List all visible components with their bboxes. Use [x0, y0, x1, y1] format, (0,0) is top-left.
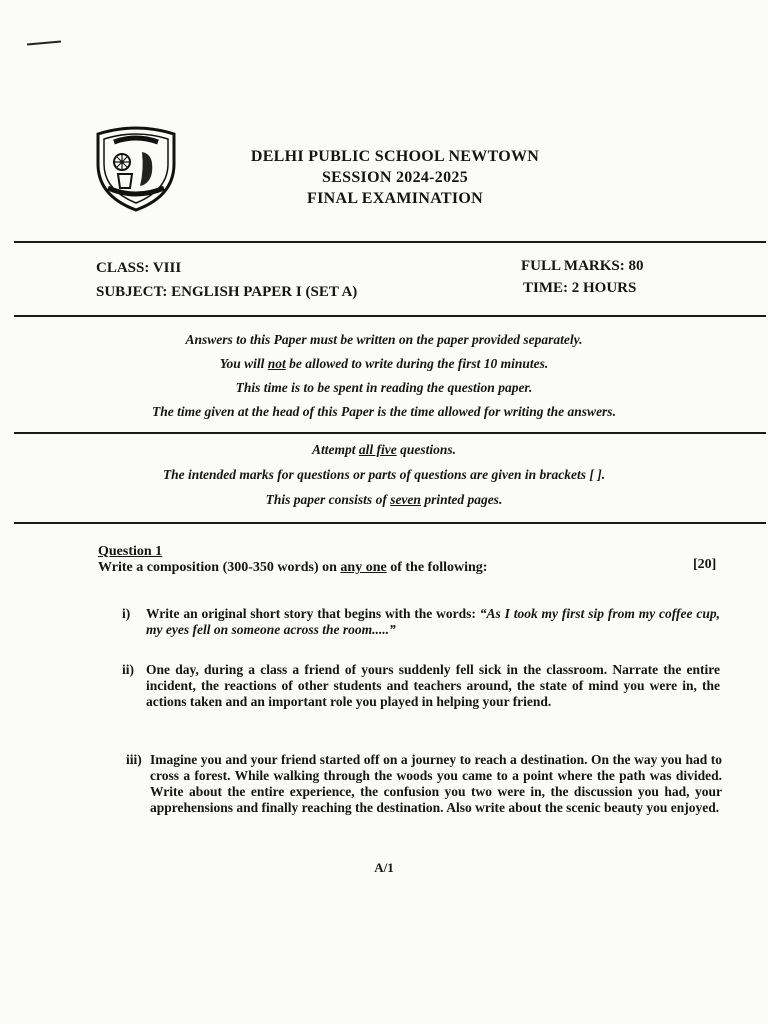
option-number: i) [122, 606, 131, 621]
question-marks: [20] [693, 557, 717, 572]
session: SESSION 2024-2025 [321, 169, 469, 186]
general-instruction: Attempt all five questions. [311, 442, 456, 457]
option-item [122, 606, 720, 642]
exam-title: FINAL EXAMINATION [307, 190, 483, 207]
option-text: Imagine you and your friend started off on a journey to reach a destination. On the way you had to cross a forest. While walking through the woods you came to a point where the path was divided. Write about the entire experience, the confusion you two were in, the discussion you had, your apprehensions and finally reaching the destination. Also write about the scenic beauty you enjoyed. [150, 752, 722, 815]
pen-mark [27, 41, 61, 46]
school-name: DELHI PUBLIC SCHOOL NEWTOWN [250, 148, 540, 165]
school-header [210, 146, 580, 209]
school-crest-logo [92, 124, 180, 212]
class-label: CLASS: VIII [96, 260, 182, 276]
instruction-line: Answers to this Paper must be written on the paper provided separately. [185, 332, 583, 347]
divider [14, 315, 766, 317]
instruction-line: The time given at the head of this Paper is the time allowed for writing the answers. [152, 404, 616, 419]
general-instruction: This paper consists of seven printed pages. [265, 492, 503, 507]
instruction-line: This time is to be spent in reading the question paper. [235, 380, 533, 395]
option-item [126, 752, 722, 836]
question-title: Question 1 [98, 544, 163, 559]
full-marks-label: FULL MARKS: 80 [521, 258, 644, 274]
option-number: ii) [122, 662, 134, 677]
option-number: iii) [126, 752, 142, 767]
divider [14, 432, 766, 434]
question-instruction: Write a composition (300-350 words) on any one of the following: [98, 560, 488, 575]
subject-label: SUBJECT: ENGLISH PAPER I (SET A) [96, 284, 358, 300]
general-instruction: The intended marks for questions or parts of questions are given in brackets [ ]. [162, 467, 606, 482]
time-label: TIME: 2 HOURS [523, 280, 637, 296]
option-text: Write an original short story that begins with the words: “As I took my first sip from my coffee cup, my eyes fell on someone across the room.....” [146, 606, 721, 637]
option-text: One day, during a class a friend of yours suddenly fell sick in the classroom. Narrate the entire incident, the reactions of other students and teachers around, the state of mind you were in, the actions taken and an important role you played in helping your friend. [146, 662, 720, 709]
divider [14, 522, 766, 524]
instruction-line: You will not be allowed to write during the first 10 minutes. [219, 356, 549, 371]
option-item [122, 662, 720, 728]
page-footer: A/1 [374, 860, 394, 875]
divider [14, 241, 766, 243]
